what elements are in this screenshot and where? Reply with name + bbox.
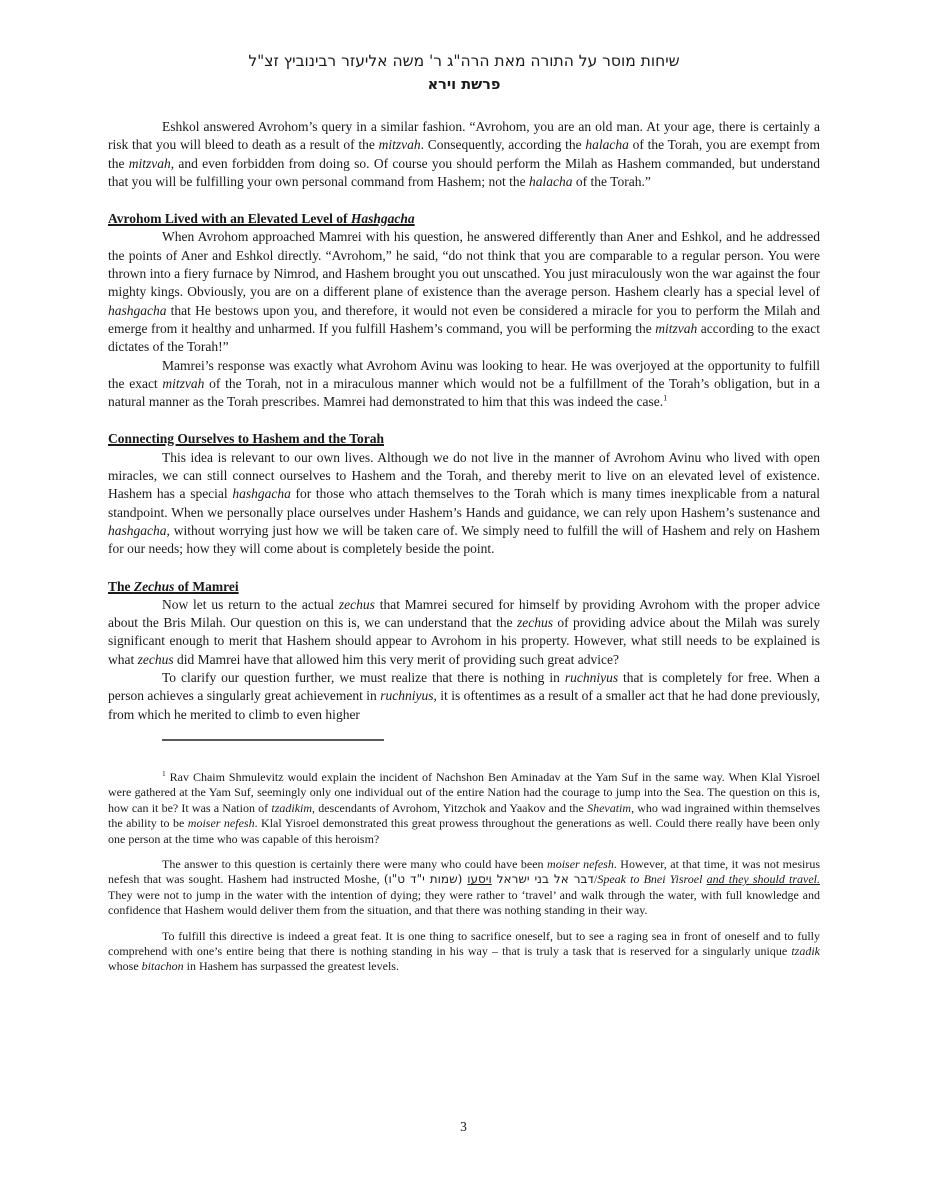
text-run: mitzvah (162, 375, 205, 391)
text-run: of Mamrei (174, 578, 239, 594)
footnote (108, 929, 820, 975)
text-run: To clarify our question further, we must realize that there is nothing in (162, 670, 565, 686)
text-run: moiser nefesh (187, 816, 255, 831)
text-run: Shevatim (587, 800, 632, 815)
text-run: that is completely for free. When a person achieves a singularly great achievement in (108, 670, 820, 704)
text-run: moiser nefesh (547, 856, 614, 871)
text-run: in Hashem has surpassed the greatest levels. (183, 959, 399, 974)
text-run: Hashgacha (350, 211, 415, 227)
text-run: Zechus (133, 578, 175, 594)
text-run: according to the exact dictates of the Torah!” (108, 320, 820, 355)
footnote (108, 857, 820, 919)
text-run: mitzvah (655, 320, 698, 336)
parsha-subtitle-hebrew: פרשת וירא (427, 76, 501, 93)
text-run: , descendants of Avrohom, Yitzchok and Yaakov and the (312, 800, 588, 815)
text-run: Mamrei’s response was exactly what Avrohom Avinu was looking to hear. He was overjoyed at the opportunity to fulfill the exact (108, 357, 820, 391)
text-run: To fulfill this directive is indeed a great feat. It is one thing to sacrifice oneself, but to see a raging sea in front of oneself and to fully comprehend with one’s entire being that there is nothing standing in his way – that is truly a task that is reserved for a singularly unique (108, 928, 820, 958)
document-body (108, 118, 820, 724)
page-number: 3 (460, 1119, 467, 1134)
text-run: hashgacha (232, 486, 291, 502)
text-run: halacha (585, 137, 629, 153)
text-run: whose (108, 959, 142, 974)
footnote-reference: 1 (162, 768, 166, 778)
footnote-reference: 1 (663, 393, 668, 403)
text-run: Speak to Bnei Yisroel (597, 872, 707, 887)
text-run: Connecting Ourselves to Hashem and the Torah (108, 431, 385, 447)
text-run: tzadikim (271, 800, 313, 815)
body-paragraph (108, 357, 820, 412)
body-paragraph (108, 596, 820, 669)
text-run: tzadik (791, 943, 820, 958)
hebrew-pasuk (384, 872, 594, 886)
text-run: and they should travel. (706, 872, 821, 887)
document-title-hebrew: שיחות מוסר על התורה מאת הרה"ג ר' משה אליעזר רבינוביץ זצ"ל (248, 52, 680, 70)
text-run: that He bestows upon you, and therefore, it would not even be considered a miracle for you to perform the Milah and emerge from it healthy and unharmed. If you fulfill Hashem’s command, you will be performing the (108, 302, 820, 336)
text-run: of the Torah.” (572, 173, 651, 189)
text-run: דבר אל בני ישראל (491, 872, 594, 887)
section-heading (108, 210, 820, 228)
body-paragraph (108, 118, 820, 191)
body-paragraph (108, 449, 820, 559)
text-run: mitzvah (378, 137, 421, 153)
text-run: zechus (516, 615, 553, 631)
text-run: mitzvah (128, 155, 171, 171)
text-run: zechus (137, 651, 174, 667)
text-run: ויסעו (467, 872, 492, 887)
footnote-separator (162, 739, 384, 741)
text-run: of providing advice about the Milah was surely significant enough to merit that Hashem should appear to Avrohom in his property. However, what still needs to be explained is what (108, 615, 820, 667)
text-run: Eshkol answered Avrohom’s query in a similar fashion. “Avrohom, you are an old man. At your age, there is certainly a risk that you will bleed to death as a result of the (108, 119, 820, 153)
text-run: When Avrohom approached Mamrei with his question, he answered differently than Aner and Eshkol, and he addressed the points of Aner and Eshkol directly. “Avrohom,” he said, “do not think that you are comparable to a regular person. You were thrown into a fiery furnace by Nimrod, and Hashem brought you out unscathed. You just miraculously won the war against the four mighty kings. Obviously, you are on a different plane of existence than the average person. Hashem clearly has a special level of (108, 229, 820, 300)
text-run: zechus (338, 596, 375, 612)
text-run: bitachon (141, 959, 184, 974)
text-run: of the Torah, you are exempt from the (108, 137, 820, 171)
page-content (108, 50, 820, 985)
text-run: . Consequently, according the (420, 137, 586, 153)
text-run: hashgacha (108, 522, 167, 538)
body-paragraph (108, 669, 820, 724)
text-run: The answer to this question is certainly there were many who could have been (162, 856, 548, 871)
text-run: , who wad ingrained within themselves the ability to be (108, 800, 820, 831)
text-run: for those who attach themselves to the Torah which is many times inexplicable from a natural standpoint. When we personally place ourselves under Hashem’s Hands and guidance, we can rely upon Hashem’s sustenance and (108, 486, 820, 520)
text-run: (שמות י"ד ט"ו) (383, 872, 468, 887)
text-run: Now let us return to the actual (162, 596, 339, 612)
text-run: Avrohom Lived with an Elevated Level of (108, 211, 351, 227)
text-run: halacha (529, 173, 573, 189)
text-run: did Mamrei have that allowed him this very merit of providing such great advice? (173, 651, 619, 667)
text-run: They were not to jump in the water with the intention of dying; they were rather to ‘travel’ and walk through the water, with full knowledge and confidence that Hashem would deliver them from the situation, and that there was nothing standing in their way. (108, 887, 820, 918)
text-run: ruchniyus (380, 688, 434, 704)
text-run: / (593, 872, 598, 887)
text-run: that Mamrei secured for himself by providing Avrohom with the proper advice about the Bris Milah. Our question on this is, we can understand that the (108, 596, 821, 631)
text-run: This idea is relevant to our own lives. Although we do not live in the manner of Avrohom Avinu who lived with open miracles, we can still connect ourselves to Hashem and the Torah, and thereby merit to live on an elevated level of existence. Hashem has a special (108, 449, 820, 502)
text-run: . However, at that time, it was not mesirus nefesh that was sought. Hashem had instructed Moshe, (108, 856, 821, 887)
text-run: Rav Chaim Shmulevitz would explain the incident of Nachshon Ben Aminadav at the Yam Suf in the same way. When Klal Yisroel were gathered at the Yam Suf, seemingly only one individual out of the entire Nation had the courage to jump into the Sea. The question on this is, how can it be? It was a Nation of (108, 769, 820, 815)
text-run: hashgacha (108, 302, 167, 318)
text-run: , it is oftentimes as a result of a smaller act that he had done previously, from which he merited to climb to even higher (108, 688, 820, 722)
text-run: ruchniyus (564, 670, 619, 686)
body-paragraph (108, 228, 820, 356)
text-run: , without worrying just how we will be taken care of. We simply need to fulfill the will of Hashem and rely on Hashem for our needs; how they will come about is completely beside the point. (108, 522, 820, 557)
footnote (108, 770, 820, 847)
section-heading (108, 578, 820, 596)
text-run: . Klal Yisroel demonstrated this great prowess throughout the generations as well. Could there really have been only one person at the time who was capable of this heroism? (108, 816, 820, 846)
text-run: , and even forbidden from doing so. Of course you should perform the Milah as Hashem commanded, but understand that you will be fulfilling your own personal command from Hashem; not the (108, 155, 820, 189)
section-heading (108, 430, 820, 448)
footnotes-section (108, 770, 820, 975)
text-run: The (108, 578, 134, 594)
text-run: of the Torah, not in a miraculous manner which would not be a fulfillment of the Torah’s obligation, but in a natural manner as the Torah prescribes. Mamrei had demonstrated to him that this was indeed the case. (108, 375, 820, 410)
